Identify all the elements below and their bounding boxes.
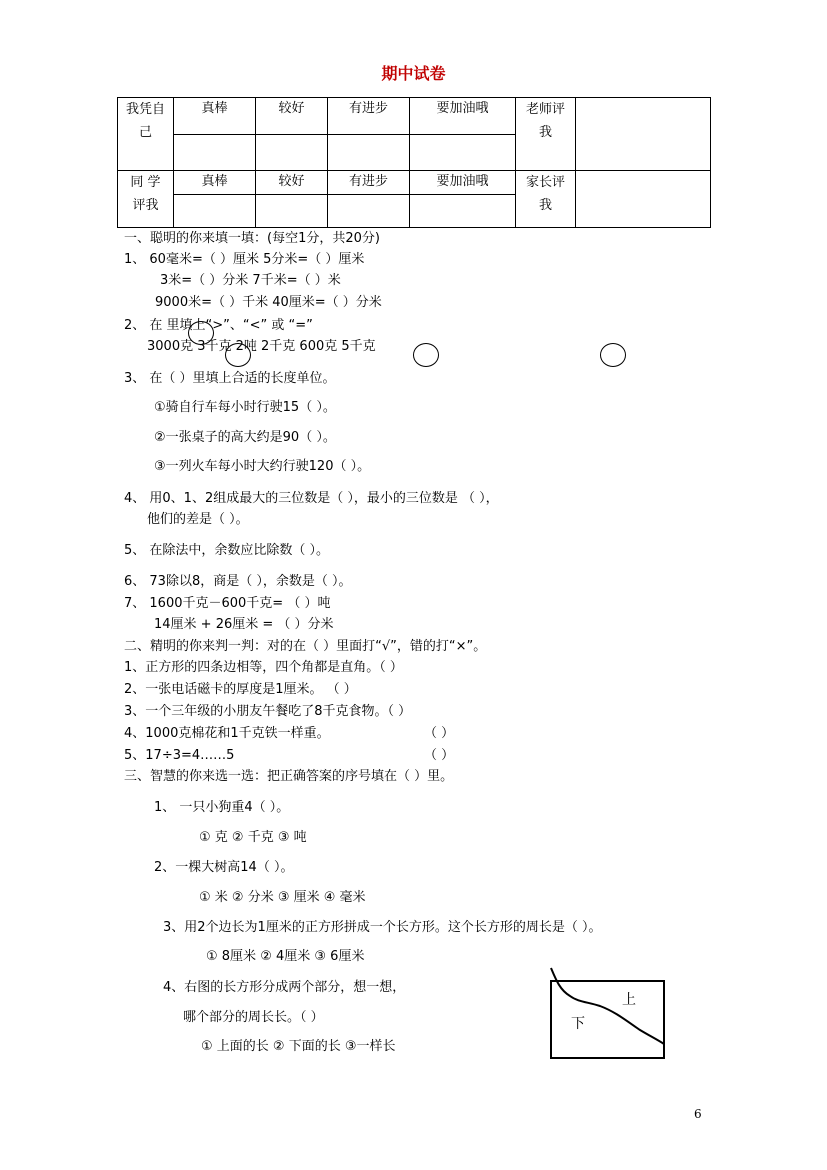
grade-progress-2: 有进步 bbox=[328, 171, 410, 195]
choice-q1-options: ① 克 ② 千克 ③ 吨 bbox=[199, 830, 307, 845]
choice-q4-line-b: 哪个部分的周长长。（ ） bbox=[183, 1010, 324, 1025]
compare-circle-3[interactable] bbox=[413, 343, 439, 367]
q2-line-a: 2、 在 里填上“>”、“<” 或 “=” bbox=[124, 318, 313, 333]
q1-line-c: 9000米=（ ）千米 40厘米=（ ）分米 bbox=[155, 295, 382, 310]
q4-line-a: 4、 用0、1、2组成最大的三位数是（ ），最小的三位数是 （ ）， bbox=[124, 491, 499, 506]
choice-q3: 3、用2个边长为1厘米的正方形拼成一个长方形。这个长方形的周长是（ ）。 bbox=[163, 920, 602, 935]
judge-item-2: 2、一张电话磁卡的厚度是1厘米。 （ ） bbox=[124, 682, 357, 697]
figure-bottom-label: 下 bbox=[571, 1016, 585, 1032]
q2-line-b: 3000克 3千克 2吨 2千克 600克 5千克 bbox=[147, 339, 376, 354]
self-mark-try-harder[interactable] bbox=[410, 135, 516, 171]
section3-heading: 三、智慧的你来选一选：把正确答案的序号填在（ ）里。 bbox=[124, 769, 454, 784]
q3-item-1: ①骑自行车每小时行驶15（ ）。 bbox=[154, 400, 336, 415]
q3-item-3: ③一列火车每小时大约行驶120（ ）。 bbox=[154, 459, 371, 474]
compare-circle-2[interactable] bbox=[225, 343, 251, 367]
choice-q4-line-a: 4、右图的长方形分成两个部分，想一想， bbox=[163, 980, 406, 995]
divided-rectangle-figure bbox=[548, 966, 668, 1061]
compare-circle-1[interactable] bbox=[188, 321, 214, 345]
judge-item-4-blank[interactable]: （ ） bbox=[424, 726, 455, 741]
section2-heading: 二、精明的你来判一判：对的在（ ）里面打“√”，错的打“×”。 bbox=[124, 639, 487, 654]
q1-line-a: 1、 60毫米=（ ）厘米 5分米=（ ）厘米 bbox=[124, 252, 365, 267]
section1-heading: 一、聪明的你来填一填：(每空1分，共20分) bbox=[124, 231, 380, 246]
choice-q1: 1、 一只小狗重4（ ）。 bbox=[154, 800, 290, 815]
choice-q2: 2、一棵大树高14（ ）。 bbox=[154, 860, 294, 875]
grade-good: 较好 bbox=[256, 98, 328, 135]
teacher-eval-label: 老师评我 bbox=[516, 98, 576, 171]
peer-mark-great[interactable] bbox=[174, 195, 256, 228]
peer-eval-label: 同 学评我 bbox=[118, 171, 174, 228]
figure-rectangle bbox=[551, 981, 664, 1058]
q6-line: 6、 73除以8，商是（ ），余数是（ ）。 bbox=[124, 574, 352, 589]
peer-mark-progress[interactable] bbox=[328, 195, 410, 228]
self-mark-good[interactable] bbox=[256, 135, 328, 171]
grade-try-harder: 要加油哦 bbox=[410, 98, 516, 135]
judge-item-3: 3、一个三年级的小朋友午餐吃了8千克食物。（ ） bbox=[124, 704, 412, 719]
q7-line-b: 14厘米 + 26厘米 = （ ）分米 bbox=[154, 617, 334, 632]
self-mark-great[interactable] bbox=[174, 135, 256, 171]
grade-good-2: 较好 bbox=[256, 171, 328, 195]
q4-line-b: 他们的差是（ ）。 bbox=[147, 512, 249, 527]
judge-item-5-blank[interactable]: （ ） bbox=[424, 748, 455, 763]
teacher-eval-cell[interactable] bbox=[576, 98, 711, 171]
self-eval-label: 我凭自己 bbox=[118, 98, 174, 171]
q5-line: 5、 在除法中，余数应比除数（ ）。 bbox=[124, 543, 330, 558]
q3-item-2: ②一张桌子的高大约是90（ ）。 bbox=[154, 430, 336, 445]
evaluation-table bbox=[117, 97, 711, 228]
peer-mark-good[interactable] bbox=[256, 195, 328, 228]
figure-divider-curve bbox=[551, 968, 664, 1044]
grade-great: 真棒 bbox=[174, 98, 256, 135]
grade-progress: 有进步 bbox=[328, 98, 410, 135]
page-number: 6 bbox=[694, 1107, 702, 1121]
figure-top-label: 上 bbox=[622, 992, 636, 1008]
choice-q3-options: ① 8厘米 ② 4厘米 ③ 6厘米 bbox=[206, 949, 365, 964]
parent-eval-cell[interactable] bbox=[576, 171, 711, 228]
self-mark-progress[interactable] bbox=[328, 135, 410, 171]
q3-line: 3、 在（ ）里填上合适的长度单位。 bbox=[124, 371, 336, 386]
grade-great-2: 真棒 bbox=[174, 171, 256, 195]
choice-q4-options: ① 上面的长 ② 下面的长 ③一样长 bbox=[201, 1039, 396, 1054]
judge-item-4: 4、1000克棉花和1千克铁一样重。 bbox=[124, 726, 330, 741]
q7-line-a: 7、 1600千克－600千克= （ ）吨 bbox=[124, 596, 331, 611]
peer-mark-try-harder[interactable] bbox=[410, 195, 516, 228]
compare-circle-4[interactable] bbox=[600, 343, 626, 367]
page-title: 期中试卷 bbox=[381, 64, 446, 83]
parent-eval-label: 家长评我 bbox=[516, 171, 576, 228]
choice-q2-options: ① 米 ② 分米 ③ 厘米 ④ 毫米 bbox=[199, 890, 366, 905]
grade-try-harder-2: 要加油哦 bbox=[410, 171, 516, 195]
q1-line-b: 3米=（ ）分米 7千米=（ ）米 bbox=[160, 273, 341, 288]
judge-item-5: 5、17÷3=4……5 bbox=[124, 748, 235, 763]
judge-item-1: 1、正方形的四条边相等，四个角都是直角。（ ） bbox=[124, 660, 403, 675]
